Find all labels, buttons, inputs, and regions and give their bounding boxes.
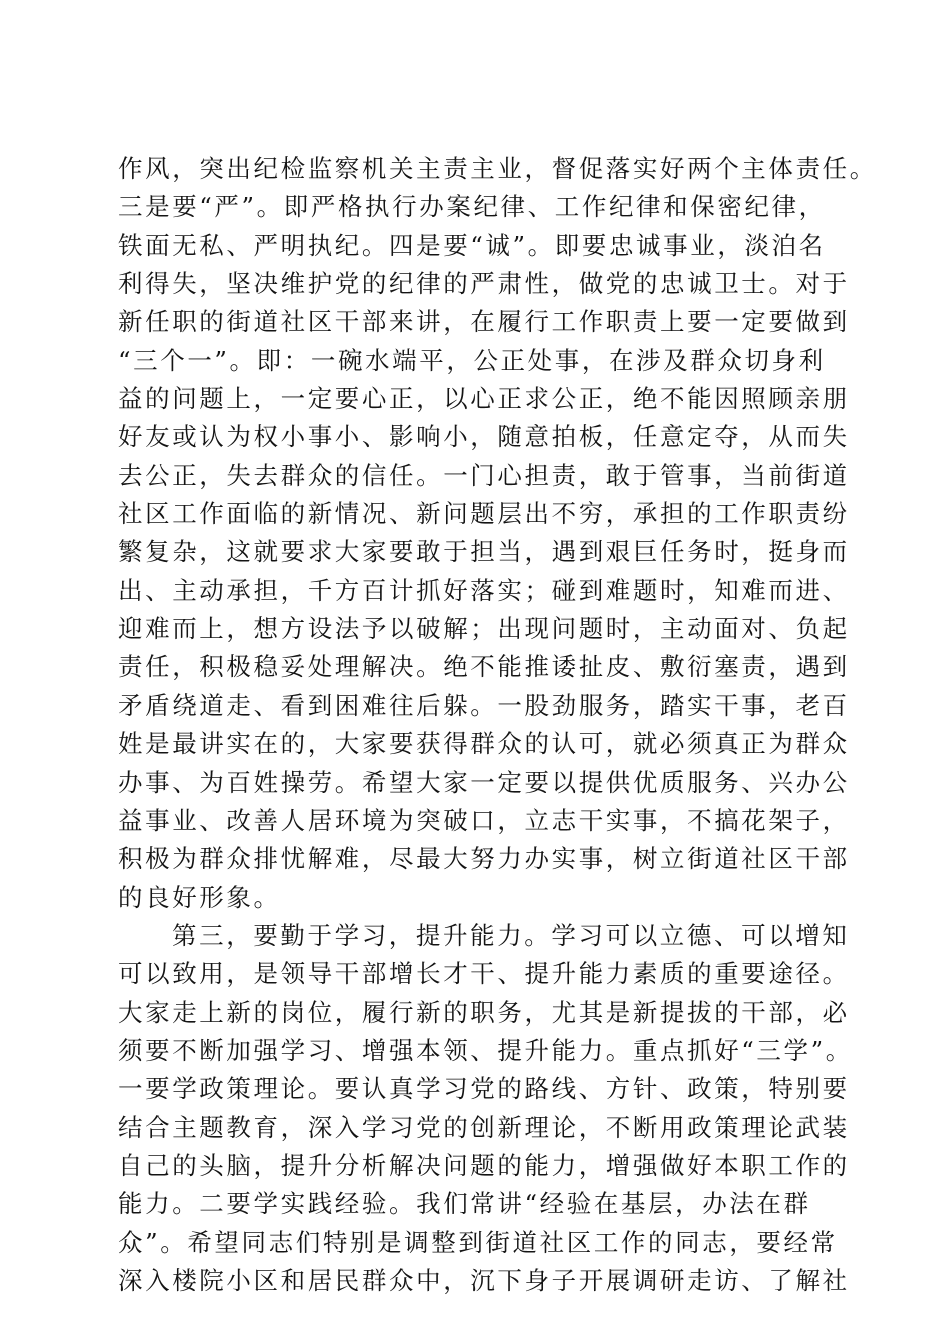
body-text: [118, 150, 878, 1300]
text-line: 一要学政策理论。要认真学习党的路线、方针、政策，特别要: [118, 1074, 850, 1104]
text-line: 三是要“严”。即严格执行办案纪律、工作纪律和保密纪律，: [118, 192, 826, 222]
text-line: 繁复杂，这就要求大家要敢于担当，遇到艰巨任务时，挺身而: [118, 537, 850, 567]
text-line: 能力。二要学实践经验。我们常讲“经验在基层，办法在群: [118, 1189, 811, 1219]
text-line: 铁面无私、严明执纪。四是要“诚”。即要忠诚事业，淡泊名: [118, 230, 826, 260]
text-line: “三个一”。即：一碗水端平，公正处事，在涉及群众切身利: [118, 345, 826, 375]
paragraph-start-line: 第三，要勤于学习，提升能力。学习可以立德、可以增知: [172, 920, 850, 950]
text-line: 矛盾绕道走、看到困难往后躲。一股劲服务，踏实干事，老百: [118, 690, 850, 720]
text-line: 可以致用，是领导干部增长才干、提升能力素质的重要途径。: [118, 959, 850, 989]
text-line: 出、主动承担，千方百计抓好落实；碰到难题时，知难而进、: [118, 575, 850, 605]
text-line: 众”。希望同志们特别是调整到街道社区工作的同志，要经常: [118, 1227, 838, 1257]
text-line: 的良好形象。: [118, 882, 281, 912]
text-line: 益事业、改善人居环境为突破口，立志干实事，不搞花架子，: [118, 805, 850, 835]
text-line: 迎难而上，想方设法予以破解；出现问题时，主动面对、负起: [118, 614, 850, 644]
text-line: 积极为群众排忧解难，尽最大努力办实事，树立街道社区干部: [118, 844, 850, 874]
text-line: 去公正，失去群众的信任。一门心担责，敢于管事，当前街道: [118, 460, 850, 490]
text-line: 益的问题上，一定要心正，以心正求公正，绝不能因照顾亲朋: [118, 384, 850, 414]
text-line: 作风，突出纪检监察机关主责主业，督促落实好两个主体责任。: [118, 154, 877, 183]
text-line: 新任职的街道社区干部来讲，在履行工作职责上要一定要做到: [118, 307, 850, 337]
text-line: 须要不断加强学习、增强本领、提升能力。重点抓好“三学”。: [118, 1035, 853, 1065]
text-line: 深入楼院小区和居民群众中，沉下身子开展调研走访、了解社: [118, 1265, 850, 1295]
text-line: 责任，积极稳妥处理解决。绝不能推诿扯皮、敷衍塞责，遇到: [118, 652, 850, 682]
text-line: 好友或认为权小事小、影响小，随意拍板，任意定夺，从而失: [118, 422, 850, 452]
text-line: 自己的头脑，提升分析解决问题的能力，增强做好本职工作的: [118, 1150, 850, 1180]
text-line: 结合主题教育，深入学习党的创新理论，不断用政策理论武装: [118, 1112, 850, 1142]
text-line: 姓是最讲实在的，大家要获得群众的认可，就必须真正为群众: [118, 729, 850, 759]
text-line: 利得失，坚决维护党的纪律的严肃性，做党的忠诚卫士。对于: [118, 269, 850, 299]
text-line: 大家走上新的岗位，履行新的职务，尤其是新提拔的干部，必: [118, 997, 850, 1027]
text-line: 社区工作面临的新情况、新问题层出不穷，承担的工作职责纷: [118, 499, 850, 529]
text-line: 办事、为百姓操劳。希望大家一定要以提供优质服务、兴办公: [118, 767, 850, 797]
